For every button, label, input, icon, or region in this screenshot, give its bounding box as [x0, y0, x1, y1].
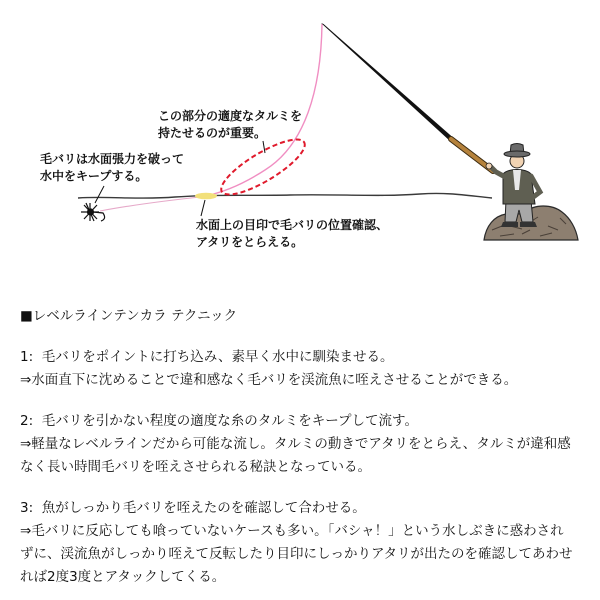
step-line: ⇒軽量なレベルラインだから可能な流し。タルミの動きでアタリをとらえ、タルミが違和感 [20, 436, 571, 452]
slack-annotation [158, 108, 302, 142]
step-line: ⇒水面直下に沈めることで違和感なく毛バリを渓流魚に咥えさせることができる。 [20, 372, 518, 388]
step-line: 2: 毛バリを引かない程度の適度な糸のタルミをキープして流す。 [20, 413, 418, 429]
fly-annotation [40, 151, 184, 185]
water-surface [78, 193, 492, 198]
step-line: 3: 魚がしっかり毛バリを咥えたのを確認して合わせる。 [20, 500, 366, 516]
step-line: ⇒毛バリに反応しても喰っていないケースも多い。「バシャ！」という水しぶきに惑わされ [20, 523, 564, 539]
technique-article [20, 305, 595, 589]
fisherman-boot-right [520, 222, 537, 227]
fly-annotation-line: 毛バリは水面張力を破って [40, 152, 185, 166]
fisherman-hand [486, 163, 492, 169]
tippet-line [100, 197, 200, 211]
marker-annotation [196, 217, 388, 251]
step-line: なく長い時間毛バリを咥えさせられる秘訣となっている。 [20, 459, 371, 475]
article-heading: ■レベルラインテンカラ テクニック [20, 308, 238, 324]
step-line: れば2度3度とアタックしてくる。 [20, 569, 226, 585]
fly-annotation-line: 水中をキープする。 [40, 169, 148, 183]
fisherman [486, 144, 540, 228]
fisherman-hat-brim [504, 151, 530, 157]
marker-annotation-line: 水面上の目印で毛バリの位置確認、 [196, 218, 389, 232]
step-line: 1: 毛バリをポイントに打ち込み、素早く水中に馴染ませる。 [20, 349, 394, 365]
step-line: ずに、渓流魚がしっかり咥えて反転したり目印にしっかりアタリが出たのを確認してあわせ [20, 546, 573, 562]
fishing-rod [321, 23, 453, 141]
slack-annotation-line: 持たせるのが重要。 [158, 126, 267, 140]
technique-step-2 [20, 410, 595, 479]
fly-leader-line [95, 186, 104, 203]
marker-leader-line [201, 200, 205, 216]
slack-leader-line [263, 141, 265, 153]
tenkara-illustration [0, 0, 600, 260]
marker-annotation-line: アタリをとらえる。 [196, 235, 304, 249]
slack-annotation-line: この部分の適度なタルミを [158, 109, 303, 123]
marker-indicator [195, 193, 217, 200]
fisherman-boot-left [501, 222, 518, 227]
technique-step-3 [20, 497, 595, 589]
technique-step-1 [20, 346, 595, 392]
kebari-fly-icon [81, 203, 105, 221]
